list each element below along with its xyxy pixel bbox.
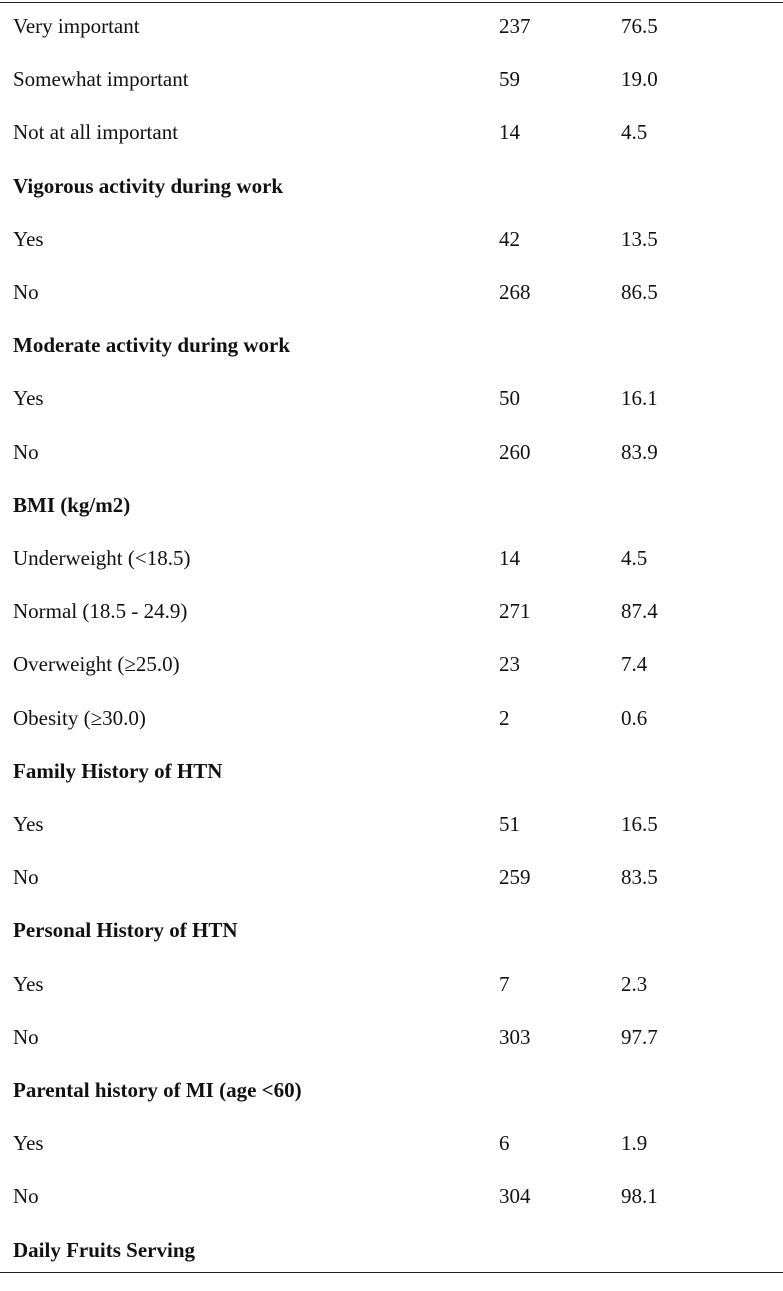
section-header-row	[0, 1078, 783, 1131]
percent-cell: 87.4	[621, 599, 658, 623]
row-label: Yes	[13, 1131, 44, 1155]
row-label: Very important	[13, 14, 140, 38]
row-label: Underweight (<18.5)	[13, 546, 191, 570]
percent-cell: 97.7	[621, 1025, 658, 1049]
percent-cell: 86.5	[621, 280, 658, 304]
row-label: Not at all important	[13, 120, 179, 144]
row-label: No	[13, 280, 39, 304]
count-cell: 304	[499, 1184, 531, 1208]
section-header-label: Daily Fruits Serving	[13, 1238, 195, 1262]
percent-cell: 13.5	[621, 227, 658, 251]
table-row	[0, 14, 783, 67]
table-row	[0, 652, 783, 705]
table-top-rule	[0, 2, 783, 3]
count-cell: 59	[499, 67, 520, 91]
row-label: Normal (18.5 - 24.9)	[13, 599, 188, 623]
section-header-row	[0, 1238, 783, 1291]
table-row	[0, 440, 783, 493]
table-row	[0, 280, 783, 333]
count-cell: 303	[499, 1025, 531, 1049]
percent-cell: 0.6	[621, 706, 648, 730]
table-row	[0, 386, 783, 439]
percent-cell: 1.9	[621, 1131, 648, 1155]
count-cell: 237	[499, 14, 531, 38]
table-row	[0, 67, 783, 120]
row-label: No	[13, 865, 39, 889]
count-cell: 260	[499, 440, 531, 464]
count-cell: 50	[499, 386, 520, 410]
row-label: Yes	[13, 812, 44, 836]
count-cell: 14	[499, 120, 520, 144]
section-header-row	[0, 333, 783, 386]
section-header-row	[0, 493, 783, 546]
count-cell: 14	[499, 546, 520, 570]
table-row	[0, 599, 783, 652]
percent-cell: 19.0	[621, 67, 658, 91]
percent-cell: 4.5	[621, 120, 648, 144]
table-row	[0, 972, 783, 1025]
table-row	[0, 812, 783, 865]
percent-cell: 4.5	[621, 546, 648, 570]
table-row	[0, 865, 783, 918]
percent-cell: 76.5	[621, 14, 658, 38]
count-cell: 6	[499, 1131, 510, 1155]
percent-cell: 83.9	[621, 440, 658, 464]
table-row	[0, 1025, 783, 1078]
section-header-label: Vigorous activity during work	[13, 174, 284, 198]
percent-cell: 98.1	[621, 1184, 658, 1208]
row-label: No	[13, 1025, 39, 1049]
table-row	[0, 1131, 783, 1184]
row-label: Yes	[13, 227, 44, 251]
count-cell: 271	[499, 599, 531, 623]
section-header-label: Moderate activity during work	[13, 333, 291, 357]
table-bottom-rule	[0, 1272, 783, 1273]
row-label: Somewhat important	[13, 67, 189, 91]
section-header-row	[0, 918, 783, 971]
row-label: No	[13, 440, 39, 464]
count-cell: 42	[499, 227, 520, 251]
count-cell: 51	[499, 812, 520, 836]
row-label: Yes	[13, 386, 44, 410]
percent-cell: 16.5	[621, 812, 658, 836]
table-row	[0, 1184, 783, 1237]
count-cell: 2	[499, 706, 510, 730]
count-cell: 23	[499, 652, 520, 676]
table-row	[0, 120, 783, 173]
row-label: Overweight (≥25.0)	[13, 652, 180, 676]
section-header-label: BMI (kg/m2)	[13, 493, 131, 517]
percent-cell: 7.4	[621, 652, 648, 676]
row-label: No	[13, 1184, 39, 1208]
percent-cell: 2.3	[621, 972, 648, 996]
section-header-label: Family History of HTN	[13, 759, 223, 783]
table-row	[0, 227, 783, 280]
table-row	[0, 546, 783, 599]
count-cell: 268	[499, 280, 531, 304]
row-label: Obesity (≥30.0)	[13, 706, 146, 730]
percent-cell: 83.5	[621, 865, 658, 889]
section-header-label: Parental history of MI (age <60)	[13, 1078, 302, 1102]
percent-cell: 16.1	[621, 386, 658, 410]
row-label: Yes	[13, 972, 44, 996]
section-header-row	[0, 174, 783, 227]
section-header-label: Personal History of HTN	[13, 918, 238, 942]
count-cell: 7	[499, 972, 510, 996]
section-header-row	[0, 759, 783, 812]
count-cell: 259	[499, 865, 531, 889]
table-row	[0, 706, 783, 759]
